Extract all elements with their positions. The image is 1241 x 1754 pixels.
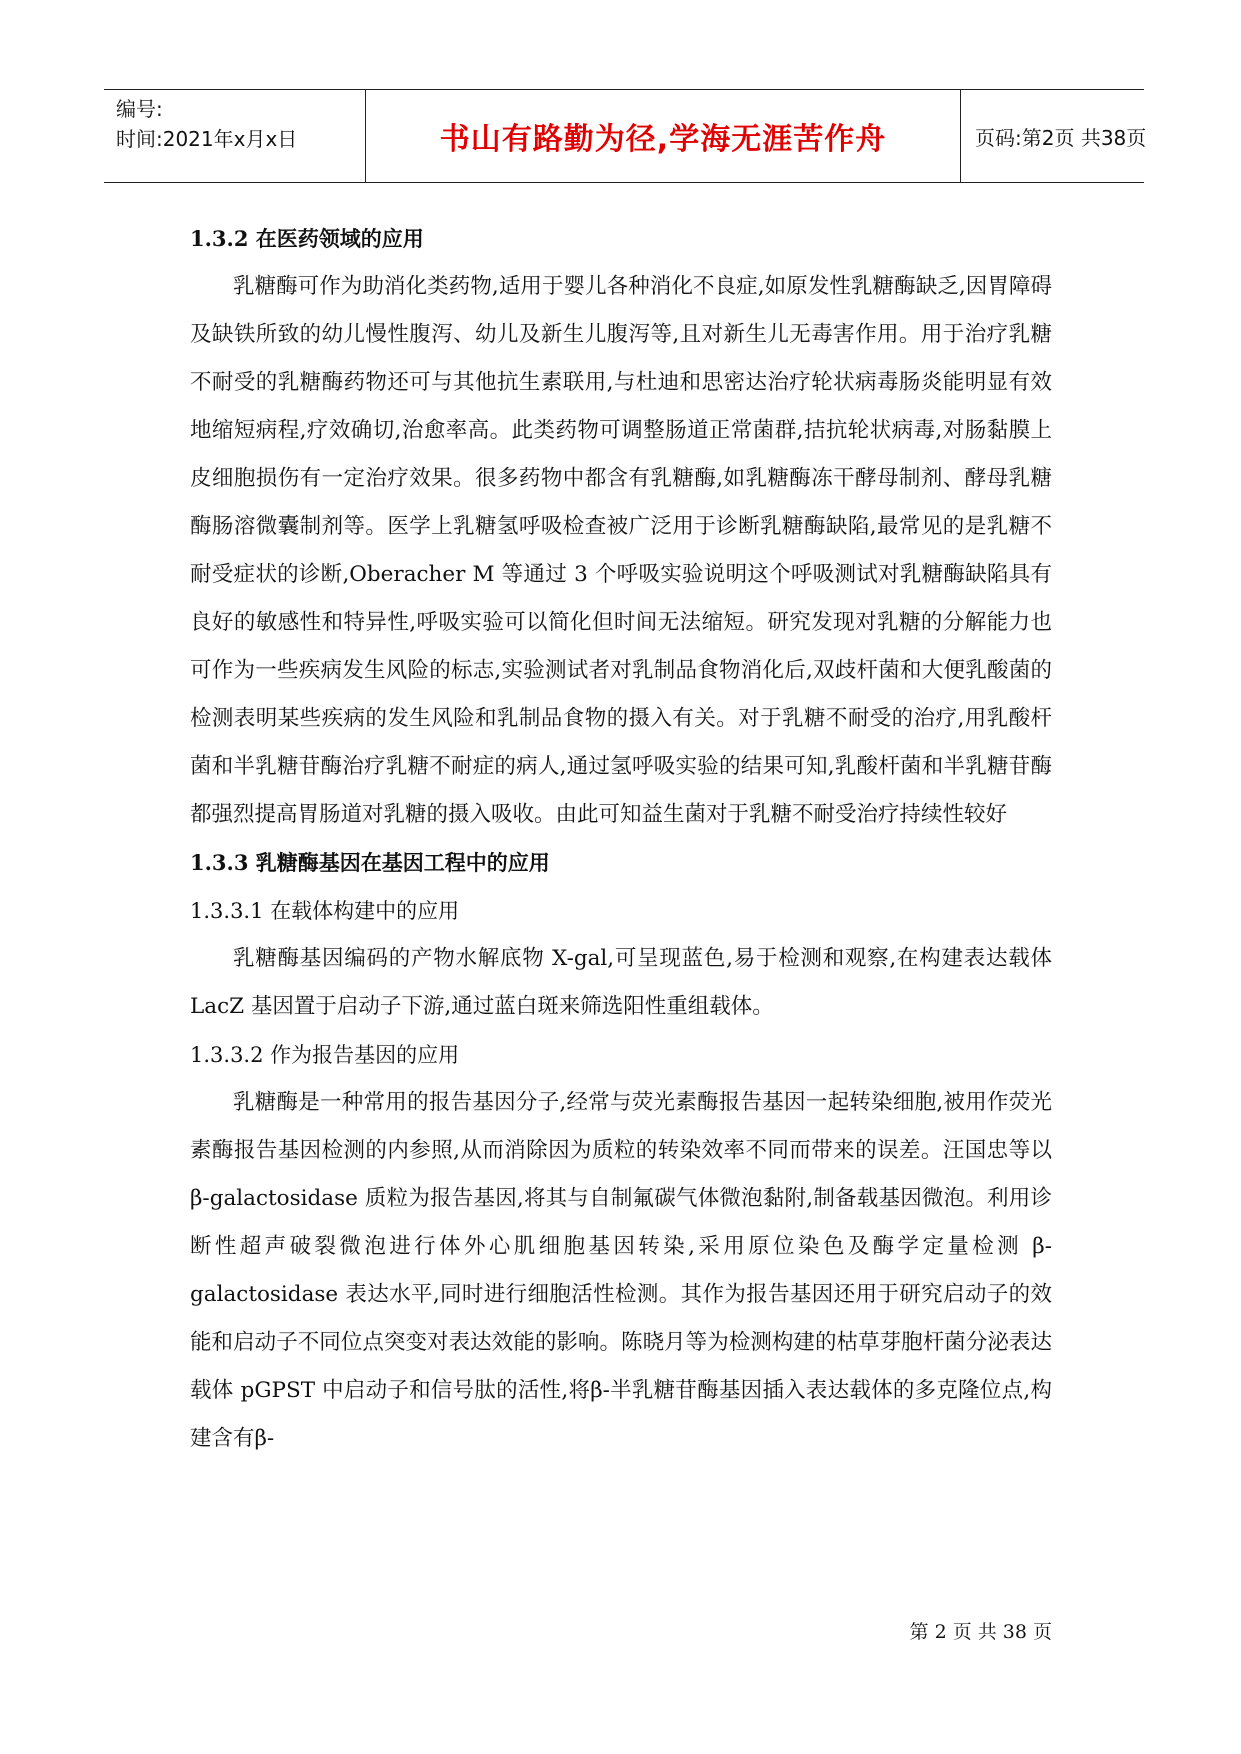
header-meta-cell bbox=[104, 90, 366, 182]
section-heading-1-3-3-2: 1.3.3.2 作为报告基因的应用 bbox=[190, 1043, 460, 1067]
page-footer-number: 第 2 页 共 38 页 bbox=[909, 1621, 1052, 1643]
header-page-code: 页码:第2页 共38页 bbox=[975, 125, 1147, 150]
paragraph-vector-construction: 乳糖酶基因编码的产物水解底物 X-gal,可呈现蓝色,易于检测和观察,在构建表达载体 LacZ 基因置于启动子下游,通过蓝白斑来筛选阳性重组载体。 bbox=[190, 946, 1052, 1019]
serial-label: 编号: bbox=[116, 97, 163, 121]
section-heading-1-3-3-1: 1.3.3.1 在载体构建中的应用 bbox=[190, 899, 460, 923]
paragraph-reporter-gene: 乳糖酶是一种常用的报告基因分子,经常与荧光素酶报告基因一起转染细胞,被用作荧光素酶报告基因检测的内参照,从而消除因为质粒的转染效率不同而带来的误差。汪国忠等以 β-galactosidase 质粒为报告基因,将其与自制氟碳气体微泡黏附,制备载基因微泡。利用诊断性超声破裂微泡进行体外心肌细胞基因转染,采用原位染色及酶学定量检测 β-galactosidase 表达水平,同时进行细胞活性检测。其作为报告基因还用于研究启动子的效能和启动子不同位点突变对表达效能的影响。陈晓月等为检测构建的枯草芽胞杆菌分泌表达载体 pGPST 中启动子和信号肽的活性,将β-半乳糖苷酶基因插入表达载体的多克隆位点,构建含有β- bbox=[190, 1090, 1052, 1451]
document-body bbox=[190, 215, 1052, 1463]
paragraph-medical-application: 乳糖酶可作为助消化类药物,适用于婴儿各种消化不良症,如原发性乳糖酶缺乏,因胃障碍及缺铁所致的幼儿慢性腹泻、幼儿及新生儿腹泻等,且对新生儿无毒害作用。用于治疗乳糖不耐受的乳糖酶药物还可与其他抗生素联用,与杜迪和思密达治疗轮状病毒肠炎能明显有效地缩短病程,疗效确切,治愈率高。此类药物可调整肠道正常菌群,拮抗轮状病毒,对肠黏膜上皮细胞损伤有一定治疗效果。很多药物中都含有乳糖酶,如乳糖酶冻干酵母制剂、酵母乳糖酶肠溶微囊制剂等。医学上乳糖氢呼吸检查被广泛用于诊断乳糖酶缺陷,最常见的是乳糖不耐受症状的诊断,Oberacher M 等通过 3 个呼吸实验说明这个呼吸测试对乳糖酶缺陷具有良好的敏感性和特异性,呼吸实验可以简化但时间无法缩短。研究发现对乳糖的分解能力也可作为一些疾病发生风险的标志,实验测试者对乳制品食物消化后,双歧杆菌和大便乳酸菌的检测表明某些疾病的发生风险和乳制品食物的摄入有关。对于乳糖不耐受的治疗,用乳酸杆菌和半乳糖苷酶治疗乳糖不耐症的病人,通过氢呼吸实验的结果可知,乳酸杆菌和半乳糖苷酶都强烈提高胃肠道对乳糖的摄入吸收。由此可知益生菌对于乳糖不耐受治疗持续性较好 bbox=[190, 274, 1052, 827]
page-header bbox=[104, 89, 1147, 183]
section-heading-1-3-2: 1.3.2 在医药领域的应用 bbox=[190, 226, 424, 251]
section-heading-1-3-3: 1.3.3 乳糖酶基因在基因工程中的应用 bbox=[190, 850, 550, 875]
time-label: 时间:2021年x月x日 bbox=[116, 127, 298, 151]
header-motto: 书山有路勤为径,学海无涯苦作舟 bbox=[366, 90, 961, 182]
